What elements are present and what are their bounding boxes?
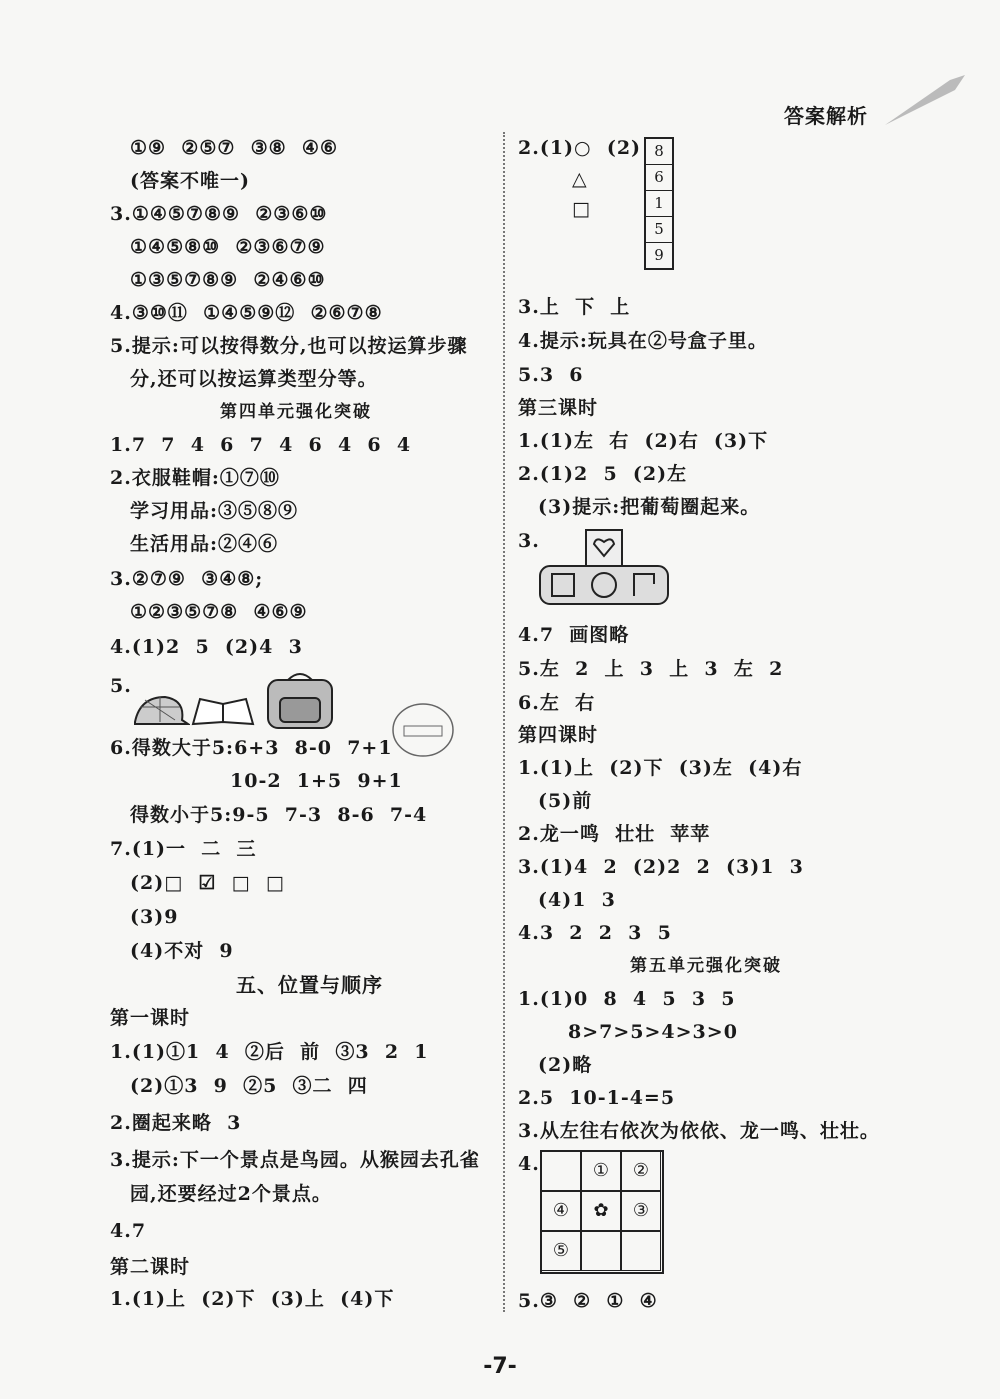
answer-line: 2.圈起来略 3 bbox=[110, 1112, 242, 1134]
sequence-cell: 1 bbox=[646, 191, 672, 217]
answer-line: (5)前 bbox=[538, 790, 593, 812]
header-banner: 答案解析 bbox=[784, 104, 868, 128]
answer-line: 第四单元强化突破 bbox=[220, 402, 372, 422]
answer-line: 5.3 6 bbox=[518, 364, 584, 386]
shape-boxes-icon bbox=[538, 528, 670, 608]
answer-line: 3.提示:下一个景点是鸟园。从猴园去孔雀 bbox=[110, 1149, 480, 1171]
answer-line: (4)1 3 bbox=[538, 889, 616, 911]
answer-line: 1.7 7 4 6 7 4 6 4 6 4 bbox=[110, 434, 412, 456]
sequence-cell: 9 bbox=[654, 246, 664, 264]
answer-line: 生活用品:②④⑥ bbox=[130, 533, 279, 555]
grid-cell: ⑤ bbox=[541, 1231, 581, 1271]
answer-line: 10-2 1+5 9+1 bbox=[230, 770, 403, 792]
answer-line: 1.(1)①1 4 ②后 前 ③3 2 1 bbox=[110, 1041, 429, 1063]
answer-line: 园,还要经过2个景点。 bbox=[130, 1183, 332, 1205]
answer-line: (答案不唯一) bbox=[130, 170, 250, 192]
sequence-cell: 8 bbox=[646, 139, 672, 165]
grid-cell bbox=[581, 1231, 621, 1271]
answer-line: 6.得数大于5:6+3 8-0 7+1 bbox=[110, 737, 393, 759]
answer-line: 8>7>5>4>3>0 bbox=[568, 1021, 738, 1043]
answer-line: (2)略 bbox=[538, 1054, 593, 1076]
answer-line: □ bbox=[572, 198, 591, 220]
answer-line: 1.(1)上 (2)下 (3)上 (4)下 bbox=[110, 1288, 395, 1310]
pen-decoration-icon bbox=[880, 70, 970, 130]
answer-line: 3.①④⑤⑦⑧⑨ ②③⑥⑩ bbox=[110, 203, 328, 225]
answer-line: 4.提示:玩具在②号盒子里。 bbox=[518, 330, 768, 352]
answer-line: 2.5 10-1-4=5 bbox=[518, 1087, 676, 1109]
answer-line: 5.提示:可以按得数分,也可以按运算步骤 bbox=[110, 335, 468, 357]
column-divider bbox=[503, 132, 505, 1312]
grid-cell bbox=[621, 1231, 661, 1271]
answer-line: 3.从左往右依次为依依、龙一鸣、壮壮。 bbox=[518, 1120, 880, 1142]
answer-line: ①④⑤⑧⑩ ②③⑥⑦⑨ bbox=[130, 236, 326, 258]
answer-line: 1.(1)0 8 4 5 3 5 bbox=[518, 988, 736, 1010]
answer-line: 4. bbox=[518, 1153, 540, 1175]
answer-line: ①⑨ ②⑤⑦ ③⑧ ④⑥ bbox=[130, 137, 338, 159]
homework-stamp-icon bbox=[390, 700, 456, 760]
grid-cell: ③ bbox=[621, 1191, 661, 1231]
answer-line: 3. bbox=[518, 530, 540, 552]
answer-line: 第四课时 bbox=[518, 724, 599, 746]
open-book-icon bbox=[190, 694, 256, 728]
answer-line: 学习用品:③⑤⑧⑨ bbox=[130, 500, 299, 522]
position-grid bbox=[540, 1150, 664, 1274]
answer-line: 5. bbox=[110, 675, 132, 697]
answer-line: 4.③⑩⑪ ①④⑤⑨⑫ ②⑥⑦⑧ bbox=[110, 302, 383, 324]
answer-line: △ bbox=[572, 168, 588, 190]
answer-line: 7.(1)一 二 三 bbox=[110, 838, 257, 860]
answer-line: 分,还可以按运算类型分等。 bbox=[130, 368, 378, 390]
answer-line: 4.7 bbox=[110, 1220, 147, 1242]
answer-line: ①②③⑤⑦⑧ ④⑥⑨ bbox=[130, 601, 308, 623]
answer-line: 五、位置与顺序 bbox=[236, 973, 383, 997]
answer-line: (2)①3 9 ②5 ③二 四 bbox=[130, 1075, 368, 1097]
answer-line: 第三课时 bbox=[518, 397, 599, 419]
page-number: -7- bbox=[483, 1354, 517, 1379]
answer-line: 4.(1)2 5 (2)4 3 bbox=[110, 636, 303, 658]
answer-line: (3)提示:把葡萄圈起来。 bbox=[538, 496, 761, 518]
answer-line: 5.左 2 上 3 上 3 左 2 bbox=[518, 658, 784, 680]
sequence-cell: 5 bbox=[646, 217, 672, 243]
sequence-cell: 6 bbox=[646, 165, 672, 191]
answer-line: 1.(1)左 右 (2)右 (3)下 bbox=[518, 430, 769, 452]
answer-line: 1.(1)上 (2)下 (3)左 (4)右 bbox=[518, 757, 803, 779]
answer-line: 2.龙一鸣 壮壮 苹苹 bbox=[518, 823, 711, 845]
cap-icon bbox=[130, 692, 190, 728]
answer-line: ①③⑤⑦⑧⑨ ②④⑥⑩ bbox=[130, 269, 326, 291]
answer-line: (4)不对 9 bbox=[130, 940, 234, 962]
answer-line: 3.(1)4 2 (2)2 2 (3)1 3 bbox=[518, 856, 804, 878]
answer-line: 得数小于5:9-5 7-3 8-6 7-4 bbox=[130, 804, 428, 826]
answer-line: 第二课时 bbox=[110, 1256, 191, 1278]
answer-line: 第五单元强化突破 bbox=[630, 956, 782, 976]
answer-line: (2)□ ☑ □ □ bbox=[130, 872, 285, 894]
grid-cell bbox=[541, 1151, 581, 1191]
answer-line: 2.(1)2 5 (2)左 bbox=[518, 463, 688, 485]
grid-cell: ① bbox=[581, 1151, 621, 1191]
answer-line: 2.衣服鞋帽:①⑦⑩ bbox=[110, 467, 280, 489]
answer-line: 6.左 右 bbox=[518, 692, 596, 714]
grid-cell: ④ bbox=[541, 1191, 581, 1231]
answer-line: 3.上 下 上 bbox=[518, 296, 631, 318]
flower-icon: ✿ bbox=[581, 1191, 621, 1231]
answer-line: (3)9 bbox=[130, 906, 179, 928]
answer-line: 第一课时 bbox=[110, 1007, 191, 1029]
answer-line: 5.③ ② ① ④ bbox=[518, 1290, 658, 1312]
backpack-icon bbox=[262, 668, 338, 732]
answer-line: 4.3 2 2 3 5 bbox=[518, 922, 672, 944]
number-sequence-box bbox=[644, 137, 674, 270]
answer-line: 4.7 画图略 bbox=[518, 624, 630, 646]
answer-line: 3.②⑦⑨ ③④⑧; bbox=[110, 568, 264, 590]
grid-cell: ② bbox=[621, 1151, 661, 1191]
answer-line: 2.(1)○ (2) bbox=[518, 137, 642, 159]
